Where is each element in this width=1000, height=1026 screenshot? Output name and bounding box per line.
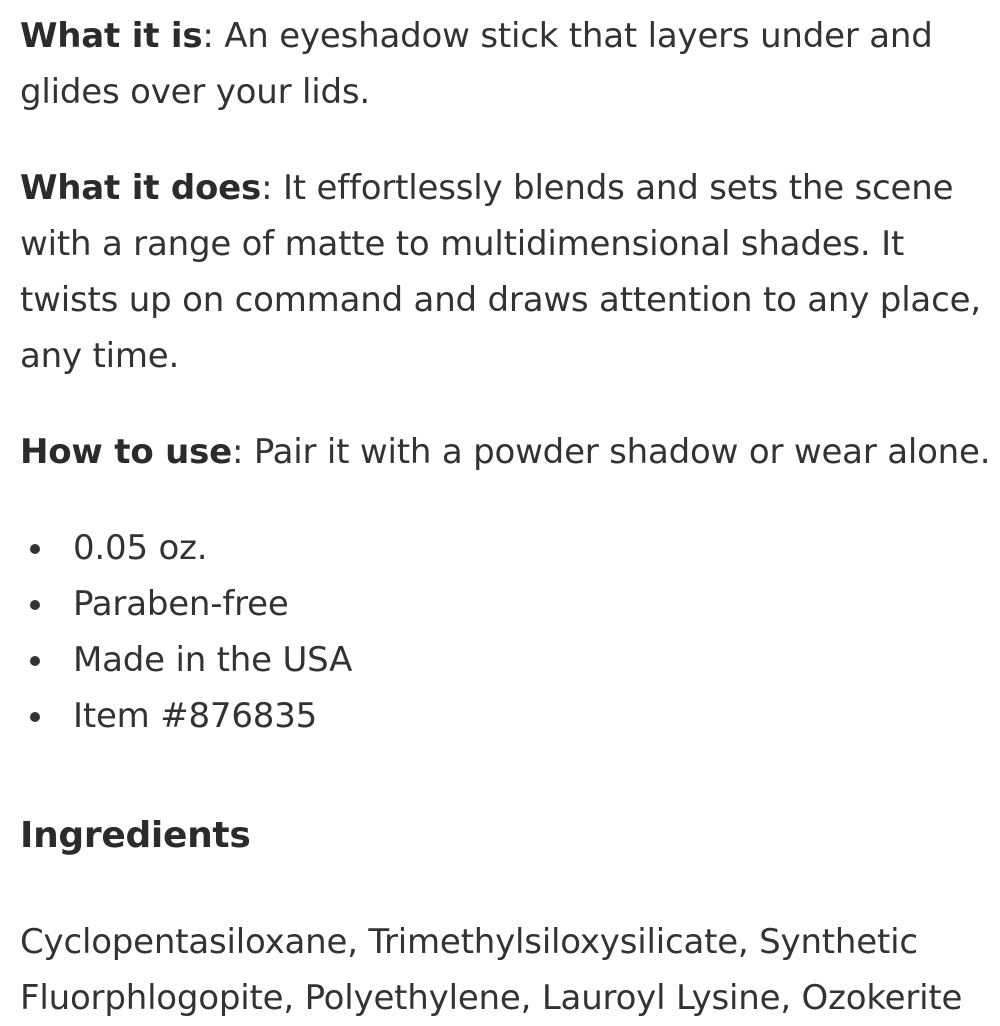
product-facts-list (20, 520, 995, 744)
product-details (20, 8, 995, 1018)
what-it-does-paragraph (20, 160, 995, 384)
how-to-use-paragraph (20, 424, 995, 480)
what-it-does-label: What it does (20, 168, 262, 208)
list-item (20, 632, 995, 688)
list-item-text: 0.05 oz. (73, 528, 208, 568)
what-it-does-text: : It effortlessly blends and sets the scene with a range of matte to multidimensional shades. It twists up on command and draws attention to any place, any time. (20, 168, 981, 376)
bullet-dot-icon (30, 600, 40, 610)
list-item (20, 576, 995, 632)
bullet-dot-icon (30, 544, 40, 554)
ingredients-list-text: Cyclopentasiloxane, Trimethylsiloxysilicate, Synthetic Fluorphlogopite, Polyethylene, Lauroyl Lysine, Ozokerite (20, 922, 963, 1018)
what-it-is-text: : An eyeshadow stick that layers under and glides over your lids. (20, 16, 933, 112)
list-item-text: Item #876835 (73, 696, 318, 736)
bullet-dot-icon (30, 712, 40, 722)
how-to-use-label: How to use (20, 432, 233, 472)
list-item-text: Made in the USA (73, 640, 353, 680)
how-to-use-text: : Pair it with a powder shadow or wear alone. (232, 432, 991, 472)
what-it-is-paragraph (20, 8, 995, 120)
list-item (20, 688, 995, 744)
list-item-text: Paraben-free (73, 584, 289, 624)
list-item (20, 520, 995, 576)
ingredients-heading: Ingredients (20, 815, 251, 856)
bullet-dot-icon (30, 656, 40, 666)
what-it-is-label: What it is (20, 16, 203, 56)
